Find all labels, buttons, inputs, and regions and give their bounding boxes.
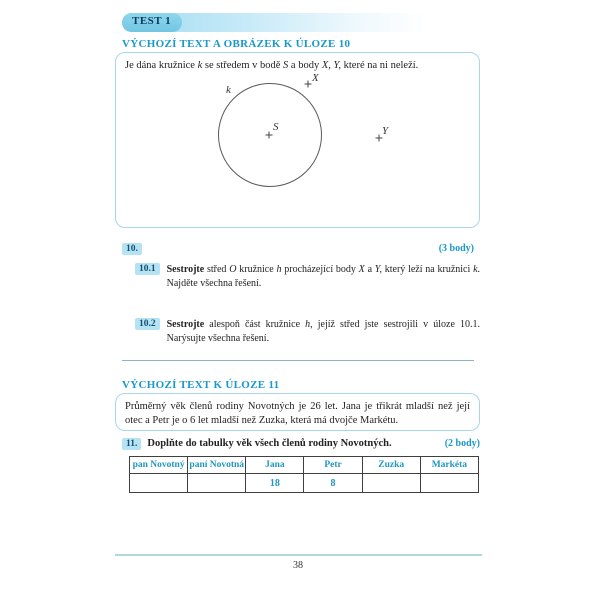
point-s-cross: [266, 132, 273, 139]
cell-jana: 18: [246, 474, 304, 493]
task-11-title: Doplňte do tabulky věk všech členů rodiny Novotných.: [147, 438, 392, 449]
subtask-10-1-text: Sestrojte střed O kružnice h procházející body X a Y, který leží na kružnici k. Najděte všechna řešení.: [166, 264, 481, 289]
cell-petr: 8: [304, 474, 362, 493]
subtask-10-1-badge: 10.1: [135, 263, 160, 275]
page-number: 38: [293, 560, 303, 571]
circle-figure: [116, 53, 481, 229]
col-header-pan-novotny: pan Novotný: [130, 457, 188, 474]
cell-zuzka: [362, 474, 420, 493]
test-header-band: [122, 13, 480, 32]
table-header-row: [130, 457, 479, 474]
task-11-row: [122, 438, 480, 450]
subtask-10-2: [135, 318, 480, 346]
subtask-10-2-text: Sestrojte alespoň část kružnice h, jejíž střed jste sestrojili v úloze 10.1. Narýsujte všechna řešení.: [166, 319, 480, 344]
section-11-heading: VÝCHOZÍ TEXT K ÚLOZE 11: [122, 379, 280, 391]
subtask-10-1: [135, 263, 480, 291]
exercise-10-box: [115, 52, 480, 228]
test-title-badge: TEST 1: [122, 13, 182, 32]
page-content: [115, 0, 481, 600]
col-header-pani-novotna: paní Novotná: [188, 457, 246, 474]
task-10-row: [122, 243, 474, 255]
col-header-petr: Petr: [304, 457, 362, 474]
section-divider: [122, 360, 474, 361]
cell-pan-novotny: [130, 474, 188, 493]
exercise-11-intro-text: Průměrný věk členů rodiny Novotných je 26 let. Jana je třikrát mladší než její otec a Petr je o 6 let mladší než Zuzka, která má dvojče Markétu.: [125, 401, 470, 426]
point-x-label: X: [312, 72, 319, 84]
footer-rule: [115, 554, 482, 556]
col-header-jana: Jana: [246, 457, 304, 474]
exercise-11-box: [115, 393, 480, 431]
table-value-row: [130, 474, 479, 493]
point-y-label: Y: [382, 125, 389, 137]
subtask-10-2-badge: 10.2: [135, 318, 160, 330]
point-s-label: S: [273, 121, 279, 133]
task-11-number-badge: 11.: [122, 438, 141, 450]
task-11-points: (2 body): [444, 438, 480, 449]
col-header-marketa: Markéta: [420, 457, 478, 474]
exercise-10-intro-text: Je dána kružnice k se středem v bodě S a body X, Y, které na ni neleží.: [125, 60, 419, 71]
task-10-number-badge: 10.: [122, 243, 142, 255]
family-age-table: [129, 456, 479, 493]
cell-marketa: [420, 474, 478, 493]
circle-k-label: k: [226, 84, 231, 96]
point-x-cross: [305, 81, 312, 88]
task-10-points: (3 body): [438, 243, 474, 254]
col-header-zuzka: Zuzka: [362, 457, 420, 474]
cell-pani-novotna: [188, 474, 246, 493]
section-10-heading: VÝCHOZÍ TEXT A OBRÁZEK K ÚLOZE 10: [122, 38, 351, 50]
